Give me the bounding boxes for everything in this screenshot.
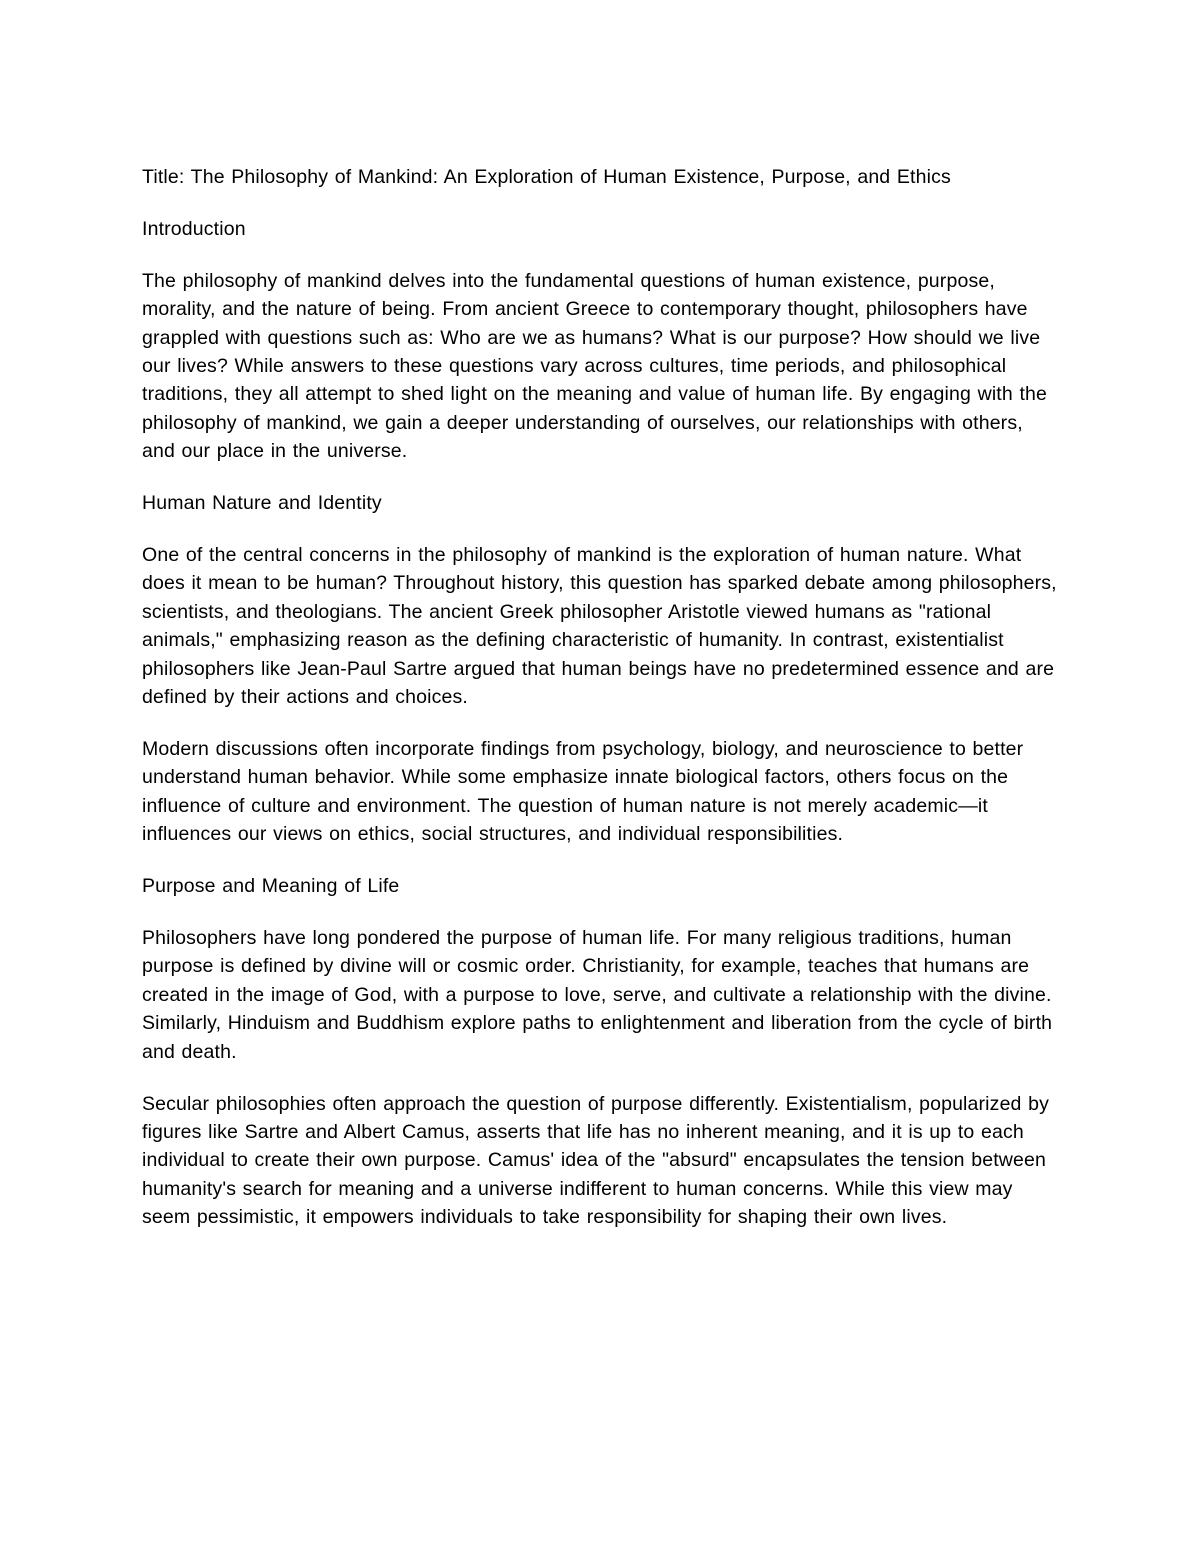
paragraph-human-nature-1: One of the central concerns in the philosophy of mankind is the exploration of human nature. What does it mean to be human? Throughout history, this question has sparked debate among philosophers, scientists, and theologians. The ancient Greek philosopher Aristotle viewed humans as "rational animals," emphasizing reason as the defining characteristic of humanity. In contrast, existentialist philosophers like Jean-Paul Sartre argued that human beings have no predetermined essence and are defined by their actions and choices. <box>142 544 1057 709</box>
paragraph-human-nature-2: Modern discussions often incorporate findings from psychology, biology, and neuroscience to better understand human behavior. While some emphasize innate biological factors, others focus on the influence of culture and environment. The question of human nature is not merely academic—it influences our views on ethics, social structures, and individual responsibilities. <box>142 738 1024 846</box>
paragraph-purpose-2: Secular philosophies often approach the question of purpose differently. Existentialism, popularized by figures like Sartre and Albert Camus, asserts that life has no inherent meaning, and it is up to each individual to create their own purpose. Camus' idea of the "absurd" encapsulates the tension between humanity's search for meaning and a universe indifferent to human concerns. While this view may seem pessimistic, it empowers individuals to take responsibility for shaping their own lives. <box>142 1092 1050 1229</box>
section-heading-introduction: Introduction <box>142 217 246 240</box>
paragraph-introduction: The philosophy of mankind delves into the fundamental questions of human existence, purpose, morality, and the nature of being. From ancient Greece to contemporary thought, philosophers have grappled with questions such as: Who are we as humans? What is our purpose? How should we live our lives? While answers to these questions vary across cultures, time periods, and philosophical traditions, they all attempt to shed light on the meaning and value of human life. By engaging with the philosophy of mankind, we gain a deeper understanding of ourselves, our relationships with others, and our place in the universe. <box>142 269 1047 463</box>
document-body <box>142 163 1062 1255</box>
paragraph-purpose-1: Philosophers have long pondered the purpose of human life. For many religious traditions, human purpose is defined by divine will or cosmic order. Christianity, for example, teaches that humans are created in the image of God, with a purpose to love, serve, and cultivate a relationship with the divine. Similarly, Hinduism and Buddhism explore paths to enlightenment and liberation from the cycle of birth and death. <box>142 927 1053 1063</box>
document-title: Title: The Philosophy of Mankind: An Exploration of Human Existence, Purpose, and Ethics <box>142 166 951 188</box>
section-heading-human-nature: Human Nature and Identity <box>142 492 382 515</box>
section-heading-purpose: Purpose and Meaning of Life <box>142 875 400 898</box>
